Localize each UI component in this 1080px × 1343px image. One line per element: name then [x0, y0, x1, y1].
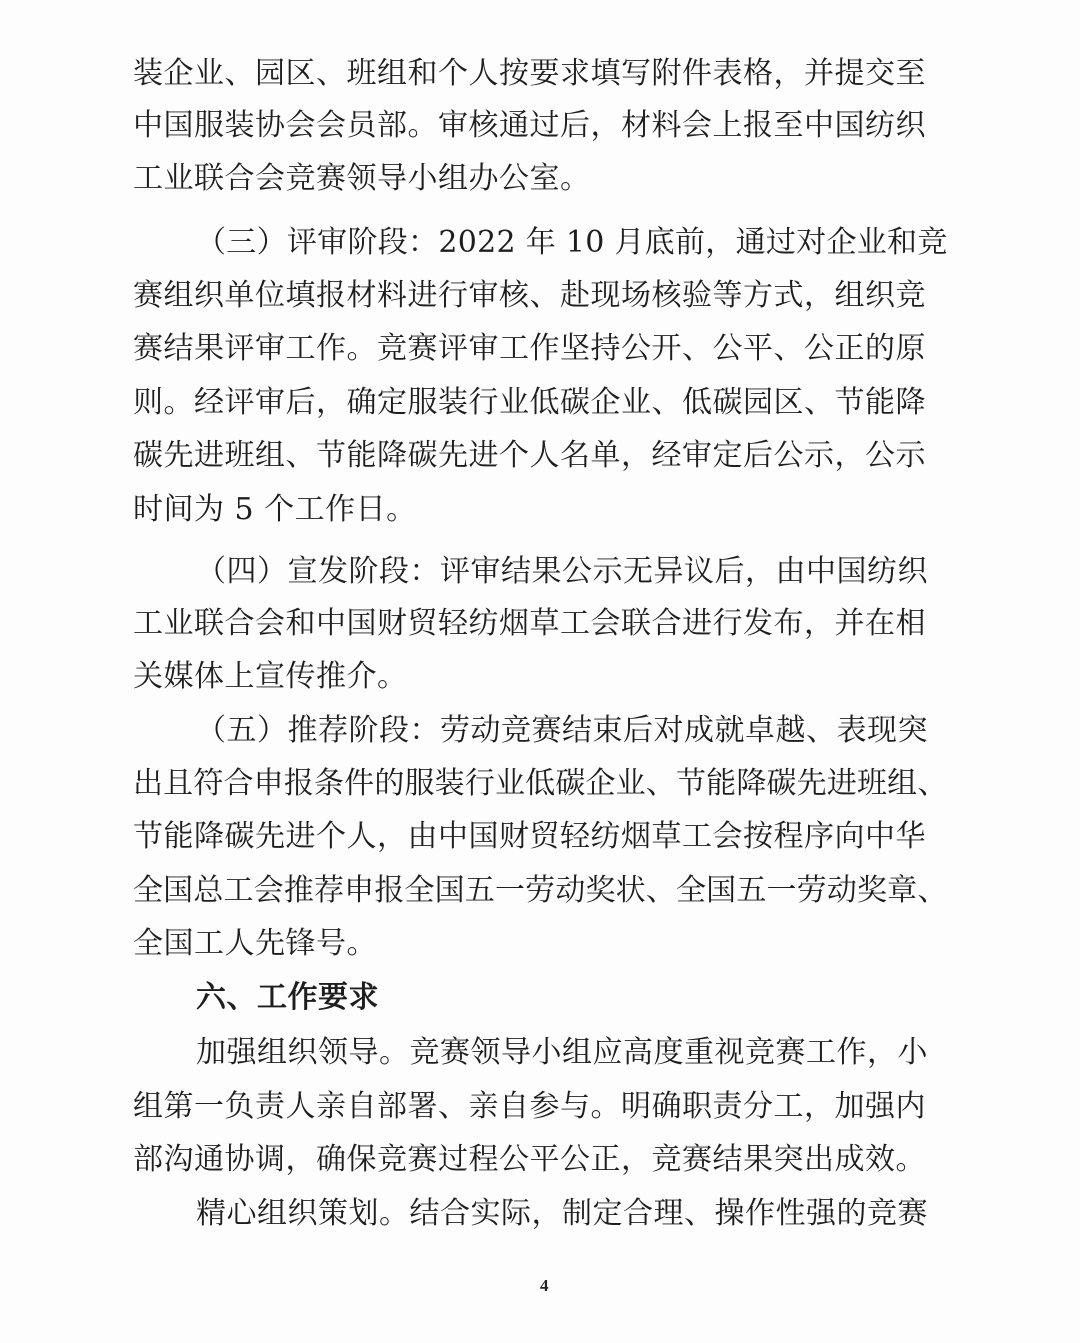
paragraph-publicity-stage: （四）宣发阶段：评审结果公示无异议后，由中国纺织 — [196, 554, 928, 589]
paragraph-organization: 加强组织领导。竞赛领导小组应高度重视竞赛工作，小 — [196, 1035, 928, 1070]
text-line: 赛组织单位填报材料进行审核、赴现场核验等方式，组织竞 — [133, 278, 926, 313]
text-line: 赛结果评审工作。竞赛评审工作坚持公开、公平、公正的原 — [133, 331, 926, 366]
text-line: 碳先进班组、节能降碳先进个人名单，经审定后公示，公示 — [133, 438, 926, 473]
text-line: 工业联合会竞赛领导小组办公室。 — [133, 161, 591, 196]
paragraph-review-stage: （三）评审阶段：2022 年 10 月底前，通过对企业和竞 — [196, 225, 948, 260]
text-line: 则。经评审后，确定服装行业低碳企业、低碳园区、节能降 — [133, 385, 926, 420]
section-heading: 六、工作要求 — [196, 980, 379, 1015]
text-line: 中国服装协会会员部。审核通过后，材料会上报至中国纺织 — [133, 108, 926, 143]
paragraph-planning: 精心组织策划。结合实际，制定合理、操作性强的竞赛 — [196, 1196, 928, 1231]
text-line: 组第一负责人亲自部署、亲自参与。明确职责分工，加强内 — [133, 1089, 926, 1124]
text-line: 出且符合申报条件的服装行业低碳企业、节能降碳先进班组、 — [133, 766, 948, 801]
page-number: 4 — [540, 1276, 549, 1295]
text-line: 全国工人先锋号。 — [133, 926, 377, 961]
paragraph-recommendation-stage: （五）推荐阶段：劳动竞赛结束后对成就卓越、表现突 — [196, 713, 928, 748]
text-line: 部沟通协调，确保竞赛过程公平公正，竞赛结果突出成效。 — [133, 1142, 926, 1177]
text-line: 装企业、园区、班组和个人按要求填写附件表格，并提交至 — [133, 56, 926, 91]
text-line: 关媒体上宣传推介。 — [133, 659, 408, 694]
text-line: 工业联合会和中国财贸轻纺烟草工会联合进行发布，并在相 — [133, 606, 926, 641]
text-line: 节能降碳先进个人，由中国财贸轻纺烟草工会按程序向中华 — [133, 819, 926, 854]
text-line: 全国总工会推荐申报全国五一劳动奖状、全国五一劳动奖章、 — [133, 873, 948, 908]
text-line: 时间为 5 个工作日。 — [133, 492, 417, 527]
